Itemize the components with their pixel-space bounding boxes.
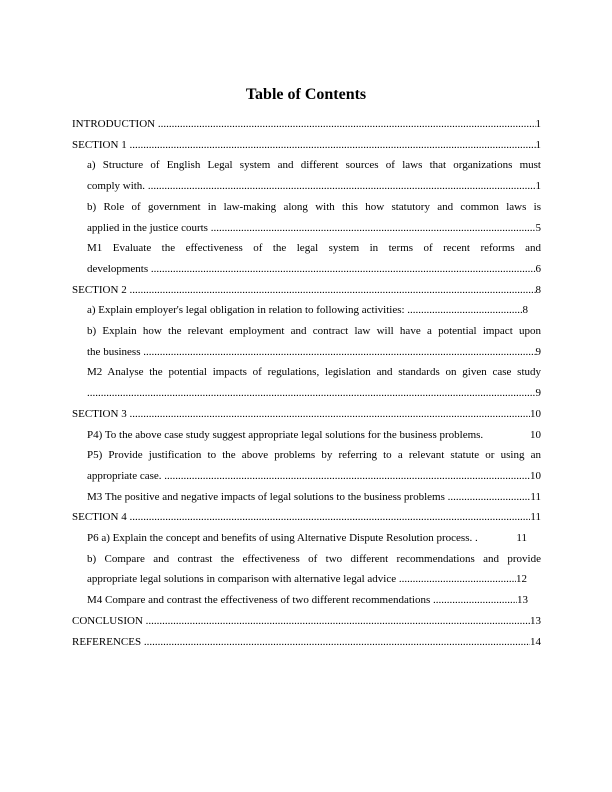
toc-entry-page: 13: [530, 614, 541, 627]
toc-entry-page: 14: [530, 635, 541, 648]
toc-entry-label: P4) To the above case study suggest appropriate legal solutions for the business problems.: [87, 428, 484, 441]
toc-entry-4b[interactable]: [72, 549, 541, 590]
toc-entry-page: 6: [535, 262, 541, 275]
toc-entry-label: SECTION 4 .....: [72, 507, 530, 528]
toc-entry-label-line1: M1 Evaluate the effectiveness of the legal system in terms of recent reforms and: [87, 242, 541, 255]
toc-entry-label: M3 The positive and negative impacts of legal solutions to the business problems .....: [87, 487, 530, 508]
toc-entry-label: comply with. .....: [87, 176, 536, 197]
toc-entry-label: SECTION 3 .....: [72, 404, 530, 425]
toc-entry-references[interactable]: [72, 632, 541, 653]
toc-entry-label: CONCLUSION .....: [72, 611, 530, 632]
toc-entry-section-2[interactable]: [72, 280, 541, 301]
toc-entry-2b[interactable]: [72, 321, 541, 362]
toc-entry-page: 1: [535, 180, 541, 193]
toc-entry-1a[interactable]: [72, 155, 541, 196]
toc-entry-m4[interactable]: [72, 590, 528, 611]
toc-entry-label: M4 Compare and contrast the effectiveness of two different recommendations .....: [87, 590, 517, 611]
toc-entry-page: 8: [522, 304, 528, 317]
toc-entry-page: 12: [516, 573, 527, 586]
toc-entry-p5[interactable]: [72, 445, 541, 486]
toc-entry-label: appropriate legal solutions in comparison with alternative legal advice .....: [87, 569, 516, 590]
toc-entry-label: SECTION 1 .....: [72, 135, 536, 156]
toc-entry-label-line1: b) Role of government in law-making along with this how statutory and common laws is: [87, 200, 541, 213]
toc-entry-page: 11: [530, 511, 541, 524]
toc-entry-label: REFERENCES .....: [72, 632, 530, 653]
toc-entry-label: applied in the justice courts .....: [87, 218, 536, 239]
toc-entry-m1[interactable]: [72, 238, 541, 279]
toc-entry-page: 9: [535, 345, 541, 358]
toc-entry-p6a[interactable]: [72, 528, 527, 549]
toc-entry-section-1[interactable]: [72, 135, 541, 156]
table-of-contents: [72, 114, 541, 652]
toc-entry-label-line1: b) Explain how the relevant employment and contract law will have a potential impact upon: [87, 325, 541, 338]
toc-entry-label: P6 a) Explain the concept and benefits of using Alternative Dispute Resolution process. .: [87, 532, 478, 545]
toc-entry-p4[interactable]: [72, 425, 541, 446]
toc-entry-section-4[interactable]: [72, 507, 541, 528]
toc-entry-2a[interactable]: [72, 300, 528, 321]
toc-entry-m2[interactable]: [72, 362, 541, 403]
toc-entry-m3[interactable]: [72, 487, 541, 508]
toc-entry-page: 10: [530, 469, 541, 482]
toc-entry-label: the business .....: [87, 342, 536, 363]
toc-entry-page: 5: [535, 221, 541, 234]
toc-entry-page: 13: [517, 594, 528, 607]
toc-entry-label-line1: a) Structure of English Legal system and different sources of laws that organizations must: [87, 159, 541, 172]
toc-entry-page: 11: [530, 490, 541, 503]
toc-entry-label-line1: P5) Provide justification to the above problems by referring to a relevant statute or using an: [87, 449, 541, 462]
toc-entry-conclusion[interactable]: [72, 611, 541, 632]
toc-entry-page: 1: [535, 138, 541, 151]
toc-entry-label: INTRODUCTION .....: [72, 114, 536, 135]
toc-entry-page: 1: [535, 118, 541, 130]
toc-entry-page: 10: [530, 407, 541, 420]
toc-entry-page: 9: [535, 387, 541, 400]
toc-entry-page: 11: [516, 532, 527, 545]
toc-entry-page: 8: [535, 283, 541, 296]
toc-entry-1b[interactable]: [72, 197, 541, 238]
toc-entry-section-3[interactable]: [72, 404, 541, 425]
toc-entry-label: [87, 383, 536, 404]
page-title: Table of Contents: [245, 86, 367, 103]
toc-entry-page: 10: [530, 428, 541, 441]
toc-entry-introduction[interactable]: [72, 114, 541, 135]
toc-entry-label: developments .....: [87, 259, 536, 280]
toc-entry-label: SECTION 2 .....: [72, 280, 536, 301]
toc-entry-label-line1: M2 Analyse the potential impacts of regulations, legislation and standards on given case study: [87, 366, 541, 379]
toc-entry-label: appropriate case. .....: [87, 466, 530, 487]
toc-entry-label: a) Explain employer's legal obligation in relation to following activities: .....: [87, 300, 523, 321]
toc-entry-label-line1: b) Compare and contrast the effectiveness of two different recommendations and provide: [87, 552, 541, 565]
